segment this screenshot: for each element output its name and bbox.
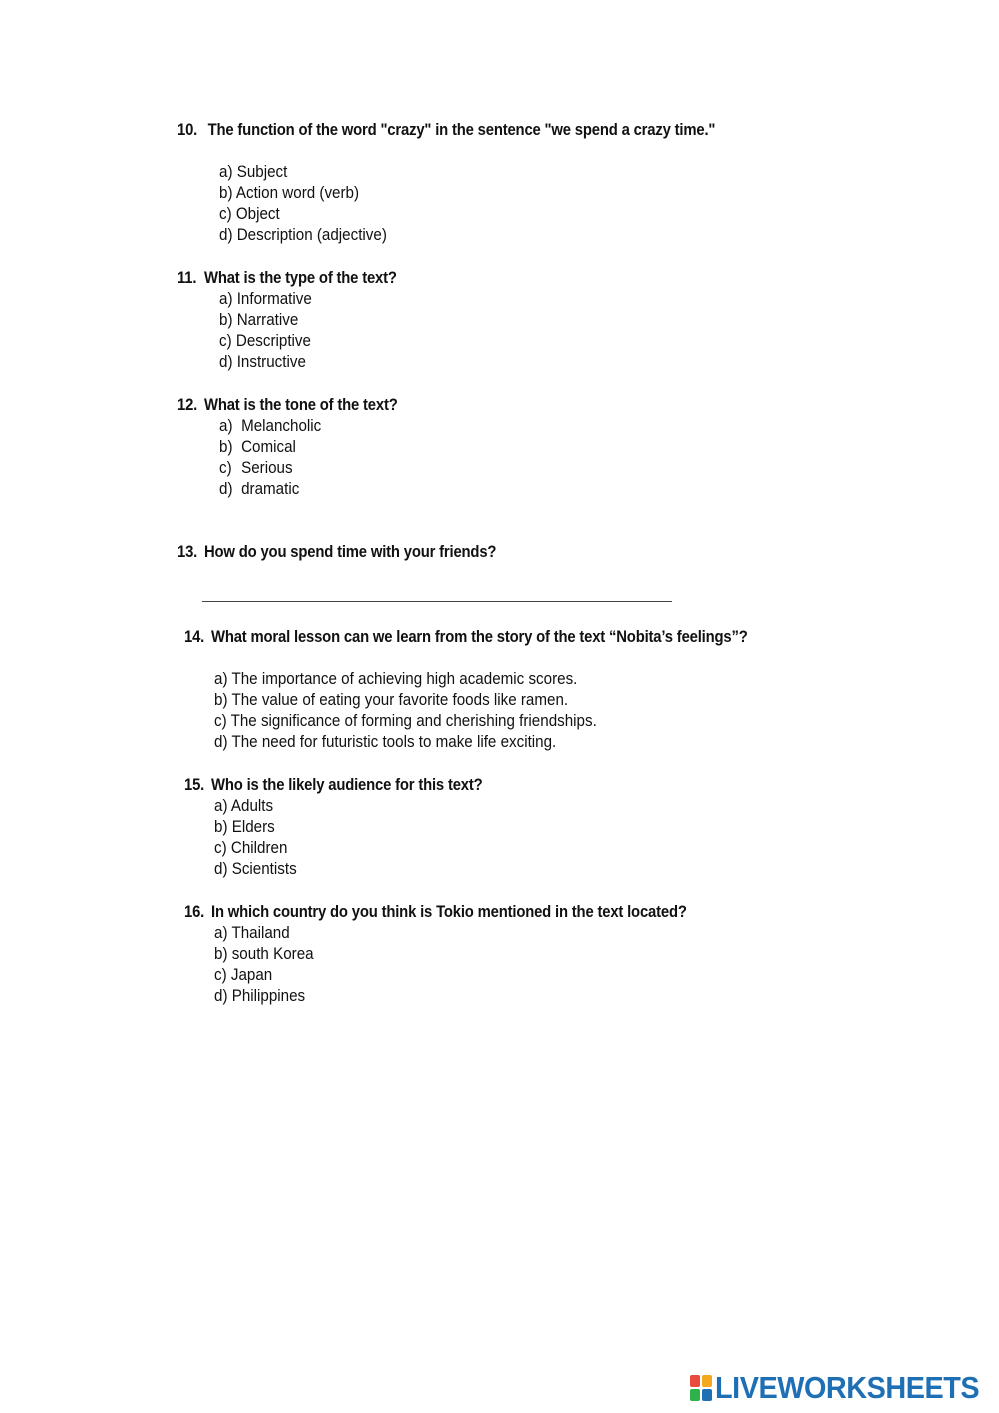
logo-mark-square (690, 1375, 700, 1387)
option-letter: c) (219, 459, 232, 477)
question-number: 16. (184, 903, 205, 921)
option-10d[interactable]: d) Description (adjective) (219, 226, 387, 244)
question-number: 12. (177, 396, 198, 414)
question-number: 15. (184, 776, 205, 794)
option-14c[interactable]: c) The significance of forming and cherishing friendships. (214, 712, 597, 730)
question-text: Who is the likely audience for this text? (211, 776, 483, 794)
question-16 (184, 903, 687, 922)
option-12b[interactable] (219, 438, 296, 457)
question-15 (184, 776, 483, 795)
option-14d[interactable]: d) The need for futuristic tools to make life exciting. (214, 733, 557, 751)
question-text: What is the tone of the text? (204, 396, 398, 414)
option-text: dramatic (241, 480, 300, 498)
question-number: 13. (177, 543, 198, 561)
logo-mark-square (702, 1389, 712, 1401)
option-text: Serious (241, 459, 293, 477)
option-16b[interactable]: b) south Korea (214, 945, 314, 963)
question-number: 10. (177, 121, 198, 139)
logo-mark-square (690, 1389, 700, 1401)
logo-mark-icon (690, 1375, 712, 1401)
question-text: What is the type of the text? (204, 269, 397, 287)
option-15d[interactable]: d) Scientists (214, 860, 297, 878)
option-10c[interactable]: c) Object (219, 205, 280, 223)
option-15a[interactable]: a) Adults (214, 797, 274, 815)
option-11c[interactable]: c) Descriptive (219, 332, 311, 350)
option-14a[interactable]: a) The importance of achieving high academic scores. (214, 670, 578, 688)
option-text: Comical (241, 438, 296, 456)
logo-mark-square (702, 1375, 712, 1387)
option-letter: b) (219, 438, 233, 456)
option-letter: a) (219, 417, 233, 435)
option-11d[interactable]: d) Instructive (219, 353, 306, 371)
question-10 (177, 121, 715, 140)
option-14b[interactable]: b) The value of eating your favorite foods like ramen. (214, 691, 569, 709)
option-text: Melancholic (241, 417, 322, 435)
option-15b[interactable]: b) Elders (214, 818, 275, 836)
question-text: How do you spend time with your friends? (204, 543, 497, 561)
question-text: The function of the word "crazy" in the sentence "we spend a crazy time." (207, 121, 716, 139)
answer-line[interactable] (202, 601, 672, 602)
question-number: 14. (184, 628, 205, 646)
option-12a[interactable] (219, 417, 321, 436)
option-16c[interactable]: c) Japan (214, 966, 273, 984)
option-12c[interactable] (219, 459, 293, 478)
option-11a[interactable]: a) Informative (219, 290, 312, 308)
option-10a[interactable]: a) Subject (219, 163, 288, 181)
option-10b[interactable]: b) Action word (verb) (219, 184, 360, 202)
option-16d[interactable]: d) Philippines (214, 987, 306, 1005)
option-16a[interactable]: a) Thailand (214, 924, 290, 942)
question-11 (177, 269, 397, 288)
option-11b[interactable]: b) Narrative (219, 311, 299, 329)
question-14 (184, 628, 748, 647)
question-number: 11. (177, 269, 197, 287)
question-12 (177, 396, 398, 415)
question-text: What moral lesson can we learn from the story of the text “Nobita’s feelings”? (211, 628, 748, 646)
question-13 (177, 543, 496, 562)
option-letter: d) (219, 480, 233, 498)
option-12d[interactable] (219, 480, 299, 499)
logo-text: LIVEWORKSHEETS (715, 1370, 980, 1405)
question-text: In which country do you think is Tokio mentioned in the text located? (211, 903, 687, 921)
liveworksheets-logo (690, 1370, 999, 1406)
option-15c[interactable]: c) Children (214, 839, 288, 857)
